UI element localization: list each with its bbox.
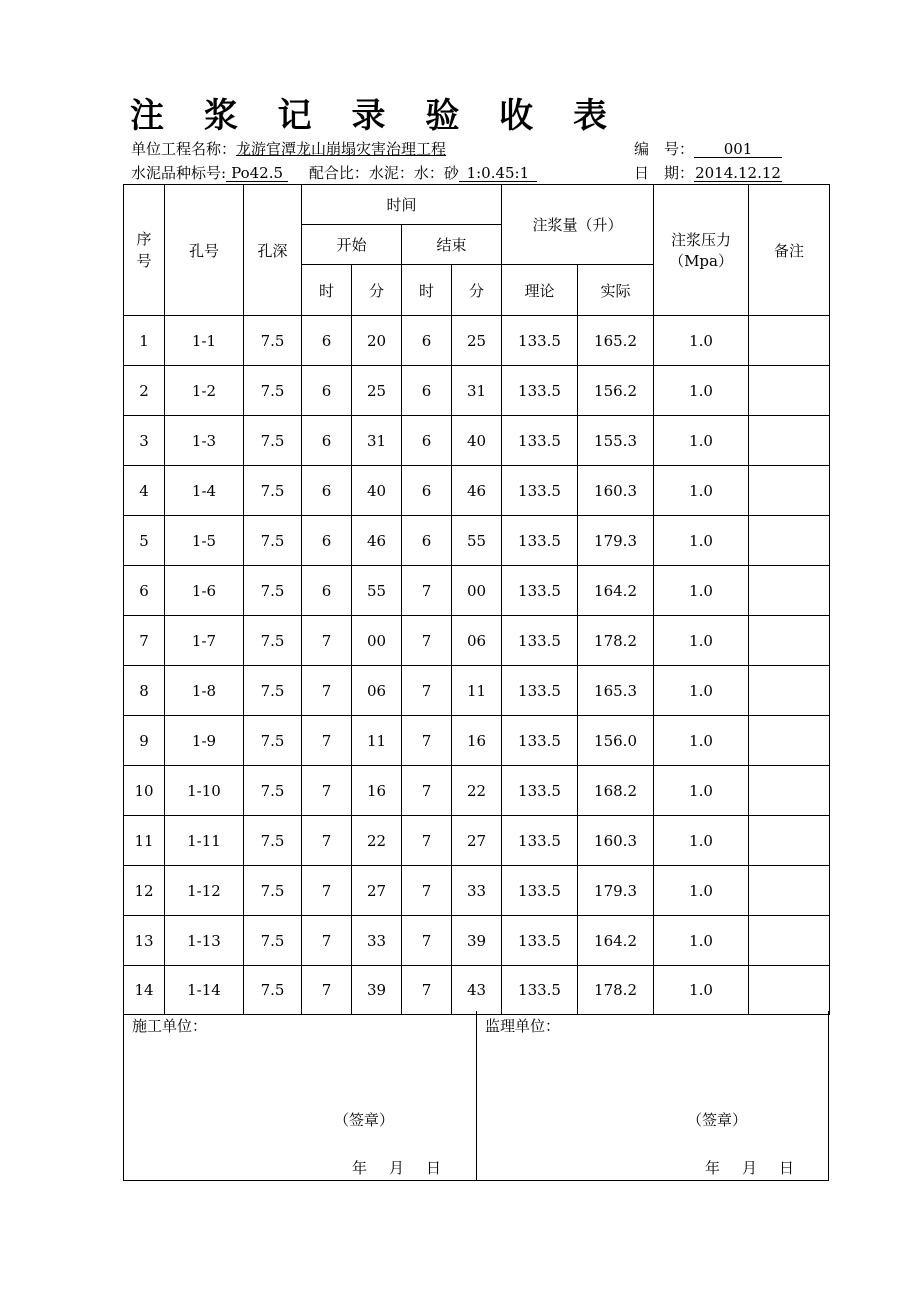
cell-start-minute: 20 — [352, 316, 402, 366]
table-row — [124, 416, 830, 466]
cell-seq: 7 — [124, 616, 165, 666]
cell-remark — [749, 716, 830, 766]
cell-hole: 1-9 — [165, 716, 244, 766]
cell-hole: 1-1 — [165, 316, 244, 366]
cell-actual: 155.3 — [578, 416, 654, 466]
date-value: 2014.12.12 — [695, 164, 781, 182]
cell-start-hour: 6 — [302, 366, 352, 416]
cell-start-minute: 22 — [352, 816, 402, 866]
cell-end-minute: 00 — [452, 566, 502, 616]
cell-depth: 7.5 — [244, 316, 302, 366]
cement-line — [131, 162, 537, 183]
signature-section — [123, 1011, 829, 1181]
date-label: 日 期： — [634, 164, 695, 182]
cell-end-minute: 31 — [452, 366, 502, 416]
cell-depth: 7.5 — [244, 666, 302, 716]
cell-hole: 1-14 — [165, 966, 244, 1015]
cell-start-minute: 31 — [352, 416, 402, 466]
cell-pressure: 1.0 — [654, 516, 749, 566]
cell-pressure: 1.0 — [654, 966, 749, 1015]
cell-remark — [749, 616, 830, 666]
cell-end-minute: 27 — [452, 816, 502, 866]
cell-pressure: 1.0 — [654, 666, 749, 716]
cell-pressure: 1.0 — [654, 816, 749, 866]
cell-actual: 156.0 — [578, 716, 654, 766]
cell-end-minute: 43 — [452, 966, 502, 1015]
header-time: 时间 — [302, 185, 502, 225]
cell-hole: 1-7 — [165, 616, 244, 666]
cell-pressure: 1.0 — [654, 716, 749, 766]
header-start-minute: 分 — [352, 265, 402, 316]
cell-hole: 1-3 — [165, 416, 244, 466]
cell-pressure: 1.0 — [654, 366, 749, 416]
cell-start-hour: 6 — [302, 416, 352, 466]
cell-actual: 178.2 — [578, 966, 654, 1015]
cell-start-hour: 6 — [302, 316, 352, 366]
cell-seq: 9 — [124, 716, 165, 766]
cell-start-hour: 7 — [302, 866, 352, 916]
cell-depth: 7.5 — [244, 616, 302, 666]
cell-hole: 1-12 — [165, 866, 244, 916]
cell-remark — [749, 466, 830, 516]
header-start: 开始 — [302, 225, 402, 265]
cell-start-minute: 39 — [352, 966, 402, 1015]
cell-remark — [749, 816, 830, 866]
cell-end-minute: 33 — [452, 866, 502, 916]
cell-remark — [749, 516, 830, 566]
cell-start-hour: 6 — [302, 516, 352, 566]
cell-pressure: 1.0 — [654, 316, 749, 366]
cell-start-hour: 7 — [302, 916, 352, 966]
table-row — [124, 716, 830, 766]
cement-label: 水泥品种标号: — [131, 164, 227, 182]
contractor-date: 年 月 日 — [352, 1159, 442, 1177]
cell-theory: 133.5 — [502, 566, 578, 616]
mix-label: 配合比：水泥：水：砂 — [308, 164, 459, 182]
cell-end-hour: 7 — [402, 566, 452, 616]
cell-theory: 133.5 — [502, 916, 578, 966]
cell-actual: 179.3 — [578, 866, 654, 916]
cell-end-hour: 6 — [402, 466, 452, 516]
cell-start-hour: 6 — [302, 466, 352, 516]
cell-start-hour: 6 — [302, 566, 352, 616]
cell-seq: 1 — [124, 316, 165, 366]
table-row — [124, 566, 830, 616]
cell-hole: 1-11 — [165, 816, 244, 866]
cell-actual: 165.3 — [578, 666, 654, 716]
contractor-label: 施工单位： — [132, 1017, 208, 1035]
cell-actual: 168.2 — [578, 766, 654, 816]
document-title: 注 浆 记 录 验 收 表 — [130, 96, 622, 136]
cell-actual: 160.3 — [578, 466, 654, 516]
cell-start-minute: 27 — [352, 866, 402, 916]
cell-end-hour: 6 — [402, 316, 452, 366]
cell-theory: 133.5 — [502, 816, 578, 866]
cell-seq: 6 — [124, 566, 165, 616]
header-hole: 孔号 — [165, 185, 244, 316]
cell-end-minute: 39 — [452, 916, 502, 966]
table-row — [124, 616, 830, 666]
cell-pressure: 1.0 — [654, 766, 749, 816]
cell-actual: 164.2 — [578, 916, 654, 966]
cell-end-hour: 7 — [402, 816, 452, 866]
cell-end-hour: 7 — [402, 716, 452, 766]
cell-actual: 165.2 — [578, 316, 654, 366]
number-label: 编 号： — [634, 140, 695, 158]
cell-depth: 7.5 — [244, 766, 302, 816]
cell-remark — [749, 416, 830, 466]
cell-actual: 179.3 — [578, 516, 654, 566]
cell-theory: 133.5 — [502, 616, 578, 666]
table-body — [124, 185, 830, 1015]
project-name-line — [131, 138, 446, 159]
cell-seq: 2 — [124, 366, 165, 416]
cell-hole: 1-6 — [165, 566, 244, 616]
cell-start-hour: 7 — [302, 716, 352, 766]
cell-start-hour: 7 — [302, 616, 352, 666]
supervisor-date: 年 月 日 — [705, 1159, 795, 1177]
cell-depth: 7.5 — [244, 416, 302, 466]
supervisor-label: 监理单位： — [485, 1017, 561, 1035]
cement-value: Po42.5 — [226, 165, 288, 182]
cell-seq: 14 — [124, 966, 165, 1015]
header-remark: 备注 — [749, 185, 830, 316]
cell-pressure: 1.0 — [654, 916, 749, 966]
cell-remark — [749, 916, 830, 966]
table-row — [124, 316, 830, 366]
cell-theory: 133.5 — [502, 966, 578, 1015]
cell-depth: 7.5 — [244, 816, 302, 866]
table-row — [124, 916, 830, 966]
cell-seq: 10 — [124, 766, 165, 816]
cell-depth: 7.5 — [244, 916, 302, 966]
cell-end-hour: 7 — [402, 866, 452, 916]
header-depth: 孔深 — [244, 185, 302, 316]
cell-theory: 133.5 — [502, 416, 578, 466]
cell-start-minute: 00 — [352, 616, 402, 666]
cell-seq: 5 — [124, 516, 165, 566]
cell-end-hour: 7 — [402, 916, 452, 966]
number-value: 001 — [694, 141, 782, 158]
cell-start-minute: 33 — [352, 916, 402, 966]
cell-remark — [749, 866, 830, 916]
header-end: 结束 — [402, 225, 502, 265]
supervisor-stamp: （签章） — [687, 1111, 748, 1129]
cell-depth: 7.5 — [244, 466, 302, 516]
cell-end-minute: 55 — [452, 516, 502, 566]
cell-pressure: 1.0 — [654, 466, 749, 516]
cell-pressure: 1.0 — [654, 866, 749, 916]
cell-actual: 164.2 — [578, 566, 654, 616]
cell-remark — [749, 366, 830, 416]
cell-remark — [749, 666, 830, 716]
project-label: 单位工程名称： — [131, 140, 237, 158]
cell-actual: 156.2 — [578, 366, 654, 416]
cell-theory: 133.5 — [502, 716, 578, 766]
cell-start-minute: 55 — [352, 566, 402, 616]
cell-depth: 7.5 — [244, 866, 302, 916]
contractor-stamp: （签章） — [334, 1111, 395, 1129]
cell-remark — [749, 316, 830, 366]
cell-start-minute: 25 — [352, 366, 402, 416]
date-line — [634, 162, 782, 183]
contractor-block — [124, 1011, 477, 1180]
cell-seq: 8 — [124, 666, 165, 716]
cell-remark — [749, 766, 830, 816]
project-value: 龙游官潭龙山崩塌灾害治理工程 — [236, 140, 447, 158]
cell-end-minute: 25 — [452, 316, 502, 366]
cell-end-hour: 7 — [402, 766, 452, 816]
cell-end-minute: 40 — [452, 416, 502, 466]
cell-end-hour: 7 — [402, 616, 452, 666]
supervisor-block — [477, 1011, 829, 1180]
cell-hole: 1-2 — [165, 366, 244, 416]
table-row — [124, 866, 830, 916]
cell-theory: 133.5 — [502, 766, 578, 816]
cell-depth: 7.5 — [244, 716, 302, 766]
cell-start-minute: 16 — [352, 766, 402, 816]
table-row — [124, 666, 830, 716]
table-row — [124, 516, 830, 566]
cell-seq: 4 — [124, 466, 165, 516]
cell-pressure: 1.0 — [654, 416, 749, 466]
cell-end-hour: 7 — [402, 966, 452, 1015]
number-line — [634, 138, 782, 159]
cell-remark — [749, 566, 830, 616]
cell-theory: 133.5 — [502, 666, 578, 716]
cell-theory: 133.5 — [502, 316, 578, 366]
mix-value: 1:0.45:1 — [459, 165, 537, 182]
cell-hole: 1-8 — [165, 666, 244, 716]
header-start-hour: 时 — [302, 265, 352, 316]
cell-hole: 1-4 — [165, 466, 244, 516]
cell-end-minute: 11 — [452, 666, 502, 716]
table-row — [124, 466, 830, 516]
cell-depth: 7.5 — [244, 566, 302, 616]
cell-end-hour: 6 — [402, 366, 452, 416]
header-volume: 注浆量（升） — [502, 185, 654, 265]
cell-hole: 1-13 — [165, 916, 244, 966]
header-end-minute: 分 — [452, 265, 502, 316]
table-row — [124, 966, 830, 1015]
cell-seq: 12 — [124, 866, 165, 916]
cell-pressure: 1.0 — [654, 566, 749, 616]
cell-seq: 3 — [124, 416, 165, 466]
cell-depth: 7.5 — [244, 966, 302, 1015]
cell-start-minute: 11 — [352, 716, 402, 766]
cell-end-hour: 6 — [402, 416, 452, 466]
cell-pressure: 1.0 — [654, 616, 749, 666]
header-actual: 实际 — [578, 265, 654, 316]
cell-end-hour: 7 — [402, 666, 452, 716]
cell-depth: 7.5 — [244, 516, 302, 566]
cell-seq: 11 — [124, 816, 165, 866]
cell-start-minute: 46 — [352, 516, 402, 566]
table-row — [124, 366, 830, 416]
cell-hole: 1-5 — [165, 516, 244, 566]
cell-start-hour: 7 — [302, 666, 352, 716]
cell-actual: 160.3 — [578, 816, 654, 866]
grouting-record-table — [123, 184, 830, 1015]
cell-theory: 133.5 — [502, 466, 578, 516]
header-seq: 序号 — [124, 185, 165, 316]
cell-theory: 133.5 — [502, 366, 578, 416]
cell-actual: 178.2 — [578, 616, 654, 666]
cell-end-minute: 22 — [452, 766, 502, 816]
header-theory: 理论 — [502, 265, 578, 316]
header-end-hour: 时 — [402, 265, 452, 316]
cell-end-minute: 46 — [452, 466, 502, 516]
cell-start-hour: 7 — [302, 766, 352, 816]
cell-hole: 1-10 — [165, 766, 244, 816]
header-pressure: 注浆压力 （Mpa） — [654, 185, 749, 316]
cell-depth: 7.5 — [244, 366, 302, 416]
cell-end-minute: 06 — [452, 616, 502, 666]
table-row — [124, 816, 830, 866]
cell-end-minute: 16 — [452, 716, 502, 766]
cell-theory: 133.5 — [502, 866, 578, 916]
cell-remark — [749, 966, 830, 1015]
cell-end-hour: 6 — [402, 516, 452, 566]
cell-start-minute: 40 — [352, 466, 402, 516]
cell-theory: 133.5 — [502, 516, 578, 566]
cell-start-hour: 7 — [302, 966, 352, 1015]
cell-seq: 13 — [124, 916, 165, 966]
cell-start-hour: 7 — [302, 816, 352, 866]
cell-start-minute: 06 — [352, 666, 402, 716]
table-row — [124, 766, 830, 816]
